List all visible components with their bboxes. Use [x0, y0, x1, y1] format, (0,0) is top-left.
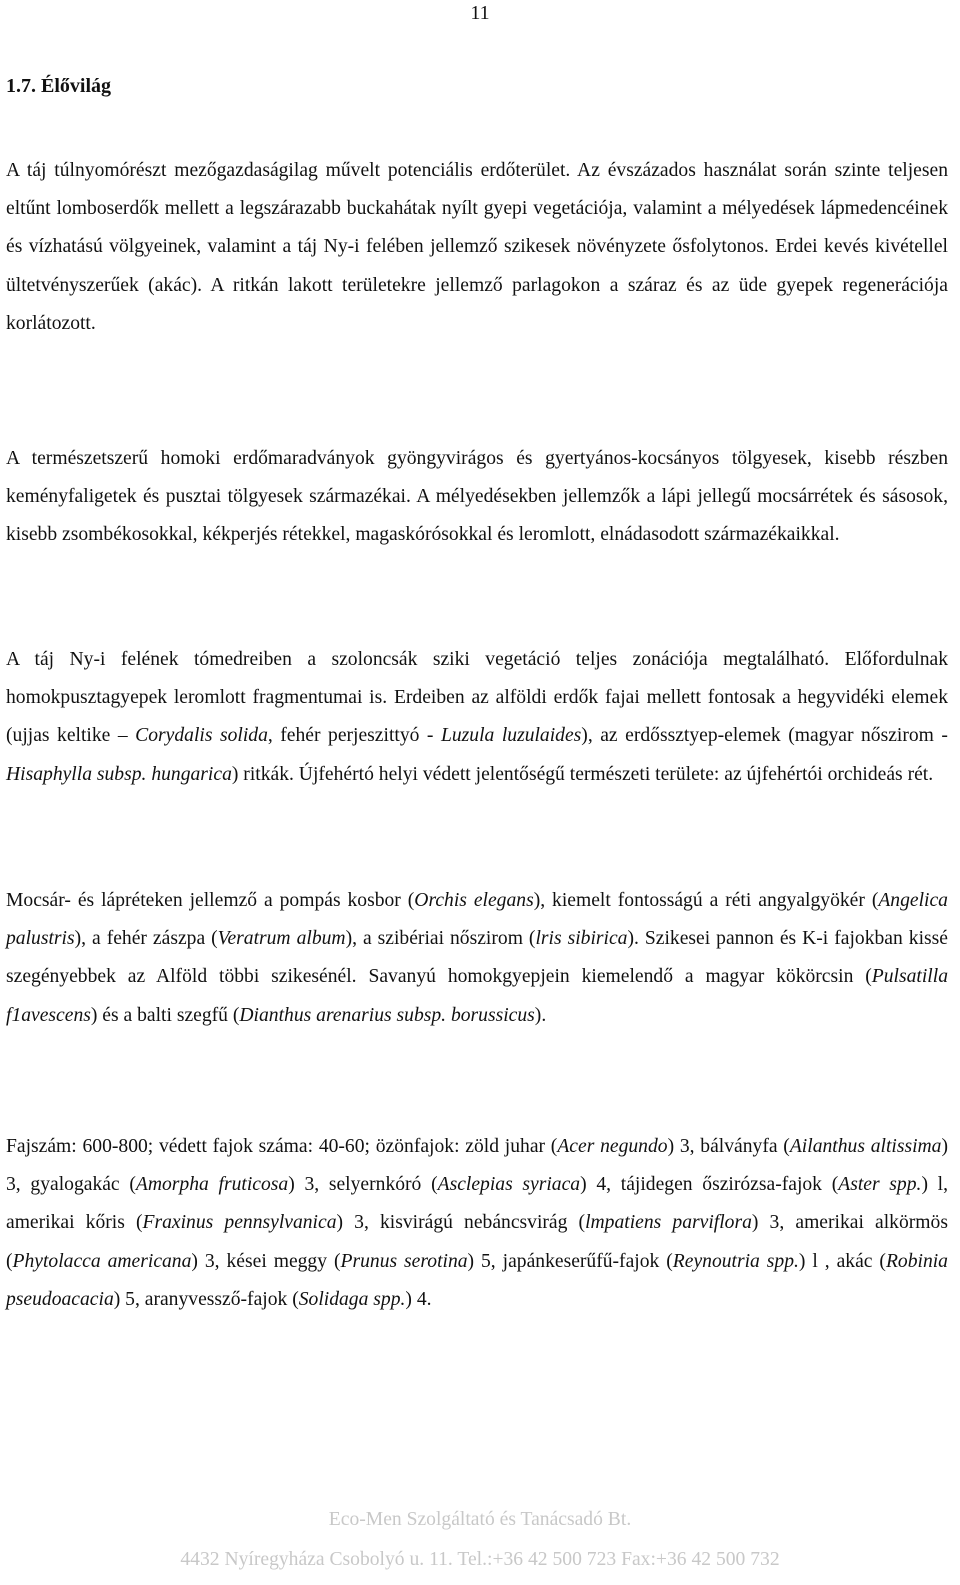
text-run: A táj Ny-i felének tómedreiben a szoloncsák sziki vegetáció teljes zonációja megtalálható. Előfordulnak homokpusztagyepek leromlott fragmentumai is. Erdeiben az alföldi erdők fajai mellett fontosak a hegyvidéki elemek (ujjas keltike – — [6, 649, 948, 747]
species-name: Orchis elegans — [414, 890, 534, 911]
species-name: Corydalis solida — [135, 725, 268, 747]
species-name: Ailanthus altissima — [789, 1136, 942, 1157]
text-run: ) 5, japánkeserűfű-fajok ( — [467, 1250, 673, 1272]
text-run: ) és a balti szegfű ( — [90, 1004, 240, 1026]
section-heading: 1.7. Élővilág — [6, 75, 112, 97]
species-name: Acer negundo — [557, 1136, 668, 1157]
paragraph-overview: A táj túlnyomórészt mezőgazdaságilag művelt potenciális erdőterület. Az évszázados használat során szinte teljesen eltűnt lomboserdők mellett a legszárazabb buckahátak nyílt gyepi vegetációja, valamint a mélyedések lápmedencéinek és vízhatású völgyeinek, valamint a táj Ny-i felében jellemző szikesek növényzete ősfolytonos. Erdei kevés kivétellel ültetvényszerűek (akác). A ritkán lakott területekre jellemző parlagokon a száraz és az üde gyepek regenerációja korlátozott. — [6, 160, 948, 334]
text-run: ). — [534, 1004, 547, 1026]
paragraph-vegetation-zones — [6, 641, 948, 794]
species-name: Amorpha fruticosa — [135, 1174, 289, 1196]
species-name: Aster spp. — [838, 1174, 922, 1196]
text-run: ) 3, amerikai alkörmös ( — [6, 1212, 948, 1272]
text-run: ) 3, selyernkóró ( — [288, 1174, 438, 1196]
text-run: ), a szibériai nőszirom ( — [345, 928, 536, 950]
text-run: , fehér perjeszittyó - — [267, 725, 441, 747]
text-run: ) 5, aranyvessző-fajok ( — [113, 1288, 299, 1310]
species-name: Veratrum album — [217, 928, 346, 950]
text-run: ) ritkák. Újfehértó helyi védett jelentőségű természeti területe: az újfehértói orchideás rét. — [231, 763, 934, 785]
text-run: ) 3, bálványfa ( — [667, 1136, 790, 1157]
paragraph-forest-remnants: A természetszerű homoki erdőmaradványok gyöngyvirágos és gyertyános-kocsányos tölgyesek, kisebb részben keményfaligetek és pusztai tölgyesek származékai. A mélyedésekben jellemzők a lápi jellegű mocsárrétek és sásosok, kisebb zsombékosokkal, kékperjés rétekkel, magaskórósokkal és leromlott, elnádasodott származékaikkal. — [6, 448, 948, 546]
text-run: ) 4, tájidegen őszirózsa-fajok ( — [580, 1174, 839, 1196]
species-name: Prunus serotina — [340, 1250, 468, 1272]
footer-address: 4432 Nyíregyháza Csobolyó u. 11. Tel.:+36 42 500 723 Fax:+36 42 500 732 — [180, 1549, 780, 1570]
text-run: ). Szikesei pannon és K-i fajokban kissé szegényebbek az Alföld többi szikesénél. Savanyú homokgyepjein kiemelendő a magyar kökörcsin ( — [6, 928, 948, 988]
text-run: ) 3, kisvirágú nebáncsvirág ( — [336, 1212, 586, 1234]
paragraph-notable-species — [6, 882, 948, 1035]
paragraph-invasive-species — [6, 1128, 948, 1319]
species-name: Fraxinus pennsylvanica — [142, 1212, 337, 1234]
text-run: ), a fehér zászpa ( — [74, 928, 218, 950]
species-name: Reynoutria spp. — [672, 1250, 799, 1272]
species-name: Asclepias syriaca — [437, 1174, 581, 1196]
footer-company: Eco-Men Szolgáltató és Tanácsadó Bt. — [328, 1509, 632, 1530]
text-run: ) 3, gyalogakác ( — [6, 1136, 949, 1196]
species-name: Dianthus arenarius subsp. borussicus — [239, 1004, 535, 1026]
text-run: ), kiemelt fontosságú a réti angyalgyökér ( — [533, 890, 879, 911]
species-name: Phytolacca americana — [12, 1250, 192, 1272]
text-run: ), az erdőssztyep-elemek (magyar nőszirom - — [581, 725, 948, 747]
text-run: Fajszám: 600-800; védett fajok száma: 40-60; özönfajok: zöld juhar ( — [6, 1136, 558, 1157]
species-name: Luzula luzulaides — [440, 725, 582, 747]
page-number: 11 — [470, 2, 490, 24]
species-name: lmpatiens parviflora — [585, 1212, 752, 1234]
species-name: Pulsatilla f1avescens — [6, 966, 948, 1026]
text-run: ) l , akác ( — [798, 1250, 886, 1272]
text-run: ) 4. — [405, 1288, 432, 1310]
species-name: Robinia pseudoacacia — [6, 1250, 948, 1310]
species-name: Hisaphylla subsp. hungarica — [6, 763, 232, 785]
text-run: Mocsár- és lápréteken jellemző a pompás kosbor ( — [6, 890, 415, 911]
text-run: ) 3, kései meggy ( — [191, 1250, 341, 1272]
species-name: lris sibirica — [535, 928, 628, 950]
species-name: Solidaga spp. — [298, 1288, 406, 1310]
text-run: ) l, amerikai kőris ( — [6, 1174, 949, 1234]
species-name: Angelica palustris — [6, 890, 948, 950]
